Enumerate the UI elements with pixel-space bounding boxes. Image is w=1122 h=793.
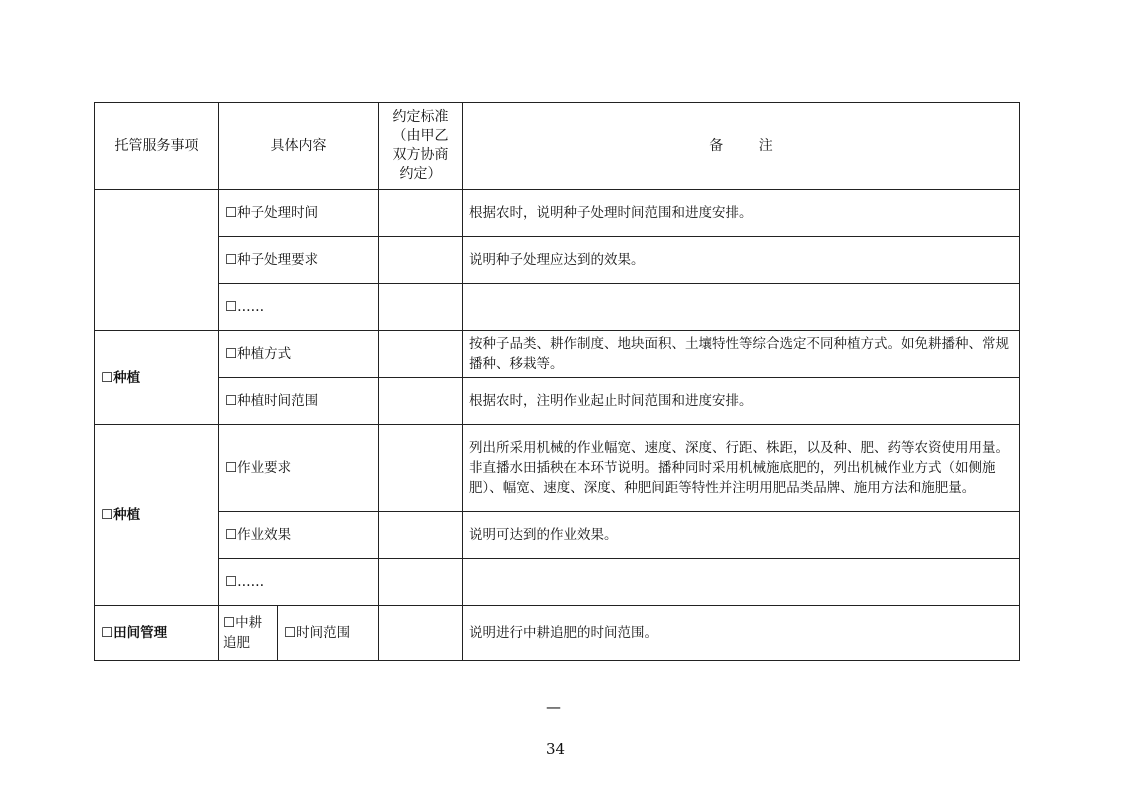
table-row [95,237,1020,284]
table-row [95,190,1020,237]
note-cell: 按种子品类、耕作制度、地块面积、土壤特性等综合选定不同种植方式。如免耕播种、常规播种、移栽等。 [463,331,1020,378]
table-row [95,331,1020,378]
service-table [94,102,1020,661]
note-cell: 根据农时，注明作业起止时间范围和进度安排。 [463,378,1020,425]
standard-cell [379,425,463,512]
content-cell: ☐…… [219,559,379,606]
note-cell: 列出所采用机械的作业幅宽、速度、深度、行距、株距，以及种、肥、药等农资使用用量。非直播水田插秧在本环节说明。播种同时采用机械施底肥的，列出机械作业方式（如侧施肥）、幅宽、速度、深度、种肥间距等特性并注明用肥品类品牌、施用方法和施肥量。 [463,425,1020,512]
category-cell: ☐田间管理 [95,606,219,661]
standard-cell [379,237,463,284]
table-row [95,559,1020,606]
standard-cell [379,284,463,331]
header-standard-line: 约定） [399,166,442,182]
content-cell: ☐作业效果 [219,512,379,559]
note-cell: 说明种子处理应达到的效果。 [463,237,1020,284]
content-cell: ☐…… [219,284,379,331]
header-note: 备 注 [463,103,1020,190]
header-content: 具体内容 [219,103,379,190]
header-standard-line: （由甲乙 [392,128,449,144]
content-cell: ☐种子处理时间 [219,190,379,237]
note-cell: 说明进行中耕追肥的时间范围。 [463,606,1020,661]
page-number-dash: — [546,698,561,716]
note-cell [463,559,1020,606]
content-cell: ☐种植方式 [219,331,379,378]
table-row [95,425,1020,512]
note-cell [463,284,1020,331]
standard-cell [379,190,463,237]
content-cell: ☐作业要求 [219,425,379,512]
table-header-row [95,103,1020,190]
content-cell-sub: ☐中耕追肥 [219,606,278,661]
content-cell: ☐种子处理要求 [219,237,379,284]
table-row [95,284,1020,331]
standard-cell [379,378,463,425]
header-standard-line: 双方协商 [392,147,449,163]
header-standard-line: 约定标准 [392,109,449,125]
standard-cell [379,512,463,559]
header-item: 托管服务事项 [95,103,219,190]
standard-cell [379,606,463,661]
table-row [95,512,1020,559]
standard-cell [379,331,463,378]
header-standard [379,103,463,190]
standard-cell [379,559,463,606]
content-cell: ☐种植时间范围 [219,378,379,425]
category-cell: ☐种植 [95,331,219,425]
table-row [95,378,1020,425]
page-number: 34 [546,740,566,758]
category-cell-empty [95,190,219,331]
note-cell: 根据农时，说明种子处理时间范围和进度安排。 [463,190,1020,237]
category-cell: ☐种植 [95,425,219,606]
content-cell-detail: ☐时间范围 [278,606,379,661]
table-row [95,606,1020,661]
note-cell: 说明可达到的作业效果。 [463,512,1020,559]
